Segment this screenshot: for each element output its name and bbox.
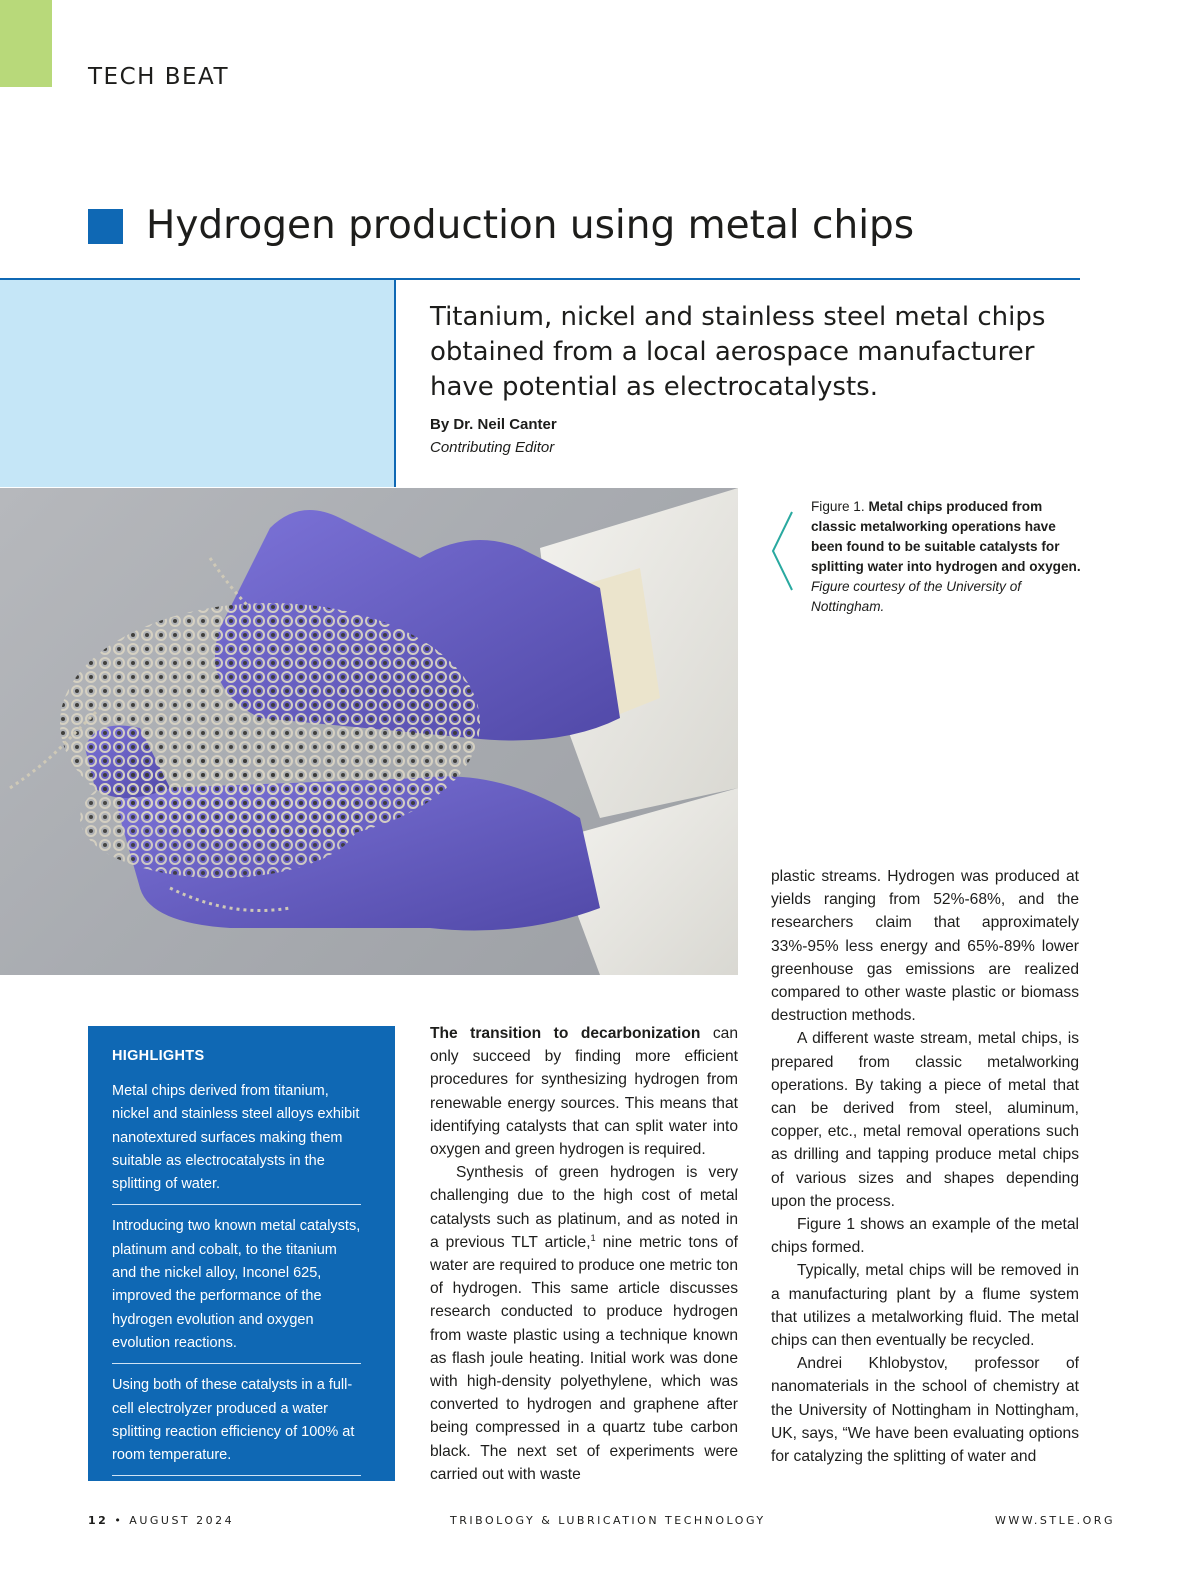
body-paragraph-1 (430, 1022, 738, 1161)
figure-caption (811, 497, 1083, 617)
body-text: Synthesis of green hydrogen is very challenging due to the high cost of metal catalysts such as platinum, and as noted in a previous TLT article, (430, 1164, 738, 1251)
article-deck: Titanium, nickel and stainless steel metal chips obtained from a local aerospace manufacturer have potential as electrocatalysts. (430, 302, 1046, 402)
deck-color-block (0, 280, 395, 487)
lead-in: The transition to decarbonization (430, 1025, 701, 1042)
body-paragraph-4: Figure 1 shows an example of the metal chips formed. (771, 1216, 1079, 1257)
body-paragraph-5: Typically, metal chips will be removed in a manufacturing plant by a flume system that utilizes a metalworking fluid. The metal chips can then eventually be recycled. (771, 1262, 1079, 1350)
byline-author: By Dr. Neil Canter (430, 416, 557, 433)
body-paragraph-3: A different waste stream, metal chips, is prepared from classic metalworking operations. By taking a piece of metal that can be derived from steel, aluminum, copper, etc., metal removal operations such as drilling and tapping produce metal chips of various sizes and shapes depending upon the process. (771, 1030, 1079, 1210)
body-column-1 (430, 1022, 738, 1486)
body-column-2 (771, 865, 1079, 1468)
reference-marker: 1 (590, 1232, 596, 1243)
footer-left (88, 1514, 234, 1527)
section-color-tab (0, 0, 52, 87)
byline-role: Contributing Editor (430, 439, 555, 456)
article-headline: Hydrogen production using metal chips (146, 203, 915, 248)
issue-date: • AUGUST 2024 (114, 1514, 235, 1527)
highlight-item: Using both of these catalysts in a full-cell electrolyzer produced a water splitting reaction efficiency of 100% at room temperature. (112, 1374, 361, 1476)
body-paragraph-continued: plastic streams. Hydrogen was produced at yields ranging from 52%-68%, and the researchers claim that approximately 33%-95% less energy and 65%-89% lower greenhouse gas emissions are realized compared to other waste plastic or biomass destruction methods. (771, 868, 1079, 1025)
figure-label: Figure 1. (811, 499, 865, 514)
highlight-item: Metal chips derived from titanium, nickel and stainless steel alloys exhibit nanotextured surfaces making them suitable as electrocatalysts in the splitting of water. (112, 1080, 361, 1205)
highlights-box (88, 1026, 395, 1481)
highlights-heading: HIGHLIGHTS (112, 1048, 205, 1064)
page-number: 12 (88, 1514, 109, 1527)
title-marker-square (88, 209, 123, 244)
section-label: TECH BEAT (88, 64, 230, 90)
footer-publication: TRIBOLOGY & LUBRICATION TECHNOLOGY (450, 1514, 766, 1527)
body-text: nine metric tons of water are required to produce one metric ton of hydrogen. This same article discusses research conducted to produce hydrogen from waste plastic using a technique known as flash joule heating. Initial work was done with high-density polyethylene, which was converted to hydrogen and graphene after being compressed in a quartz tube carbon black. The next set of experiments were carried out with waste (430, 1233, 738, 1483)
highlight-item: Introducing two known metal catalysts, platinum and cobalt, to the titanium and the nickel alloy, Inconel 625, improved the performance of the hydrogen evolution and oxygen evolution reactions. (112, 1215, 361, 1364)
figure-caption-bold: Metal chips produced from classic metalworking operations have been found to be suitable catalysts for splitting water into hydrogen and oxygen. (811, 499, 1081, 574)
gloved-hands-metal-chips-illustration (0, 488, 738, 975)
body-paragraph-2 (430, 1161, 738, 1486)
metal-chips-lower (80, 758, 360, 878)
body-text: can only succeed by finding more efficient procedures for synthesizing hydrogen from renewable energy sources. This means that identifying catalysts that can split water into oxygen and green hydrogen is required. (430, 1025, 738, 1159)
deck-vertical-rule (394, 280, 396, 487)
footer-website: WWW.STLE.ORG (995, 1514, 1115, 1527)
caption-bracket-icon (770, 510, 794, 592)
figure-photo (0, 488, 738, 975)
figure-credit: Figure courtesy of the University of Nottingham. (811, 579, 1022, 614)
body-paragraph-6: Andrei Khlobystov, professor of nanomaterials in the school of chemistry at the University of Nottingham in Nottingham, UK, says, “We have been evaluating options for catalyzing the splitting of water and (771, 1355, 1079, 1466)
